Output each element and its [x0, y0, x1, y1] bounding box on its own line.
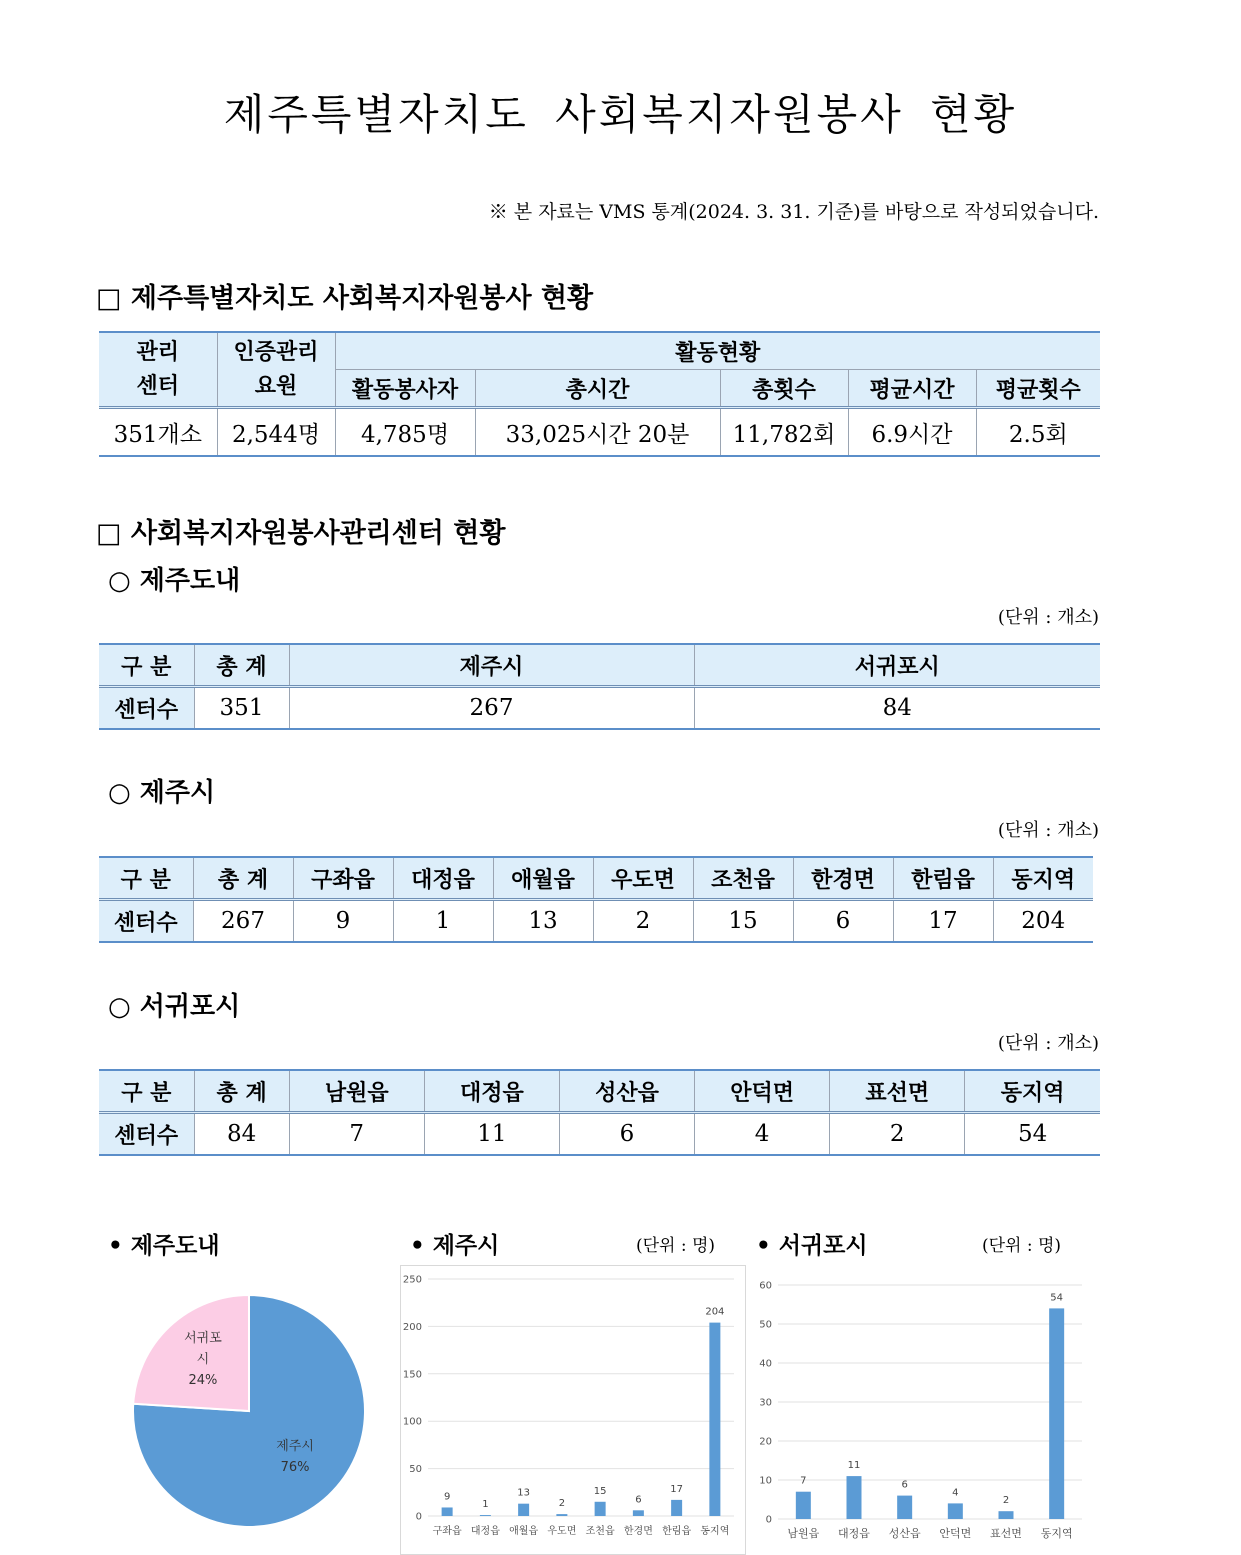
jeju-header-7: 한경면 — [793, 857, 893, 900]
row-label-centers: 센터수 — [99, 900, 193, 943]
jeju-header-3: 대정읍 — [393, 857, 493, 900]
bar-구좌읍 — [442, 1507, 453, 1516]
unit-province: (단위 : 개소) — [997, 607, 1099, 628]
status-table — [99, 331, 1100, 457]
data-label: 6 — [635, 1494, 642, 1506]
data-label: 15 — [593, 1485, 607, 1497]
y-tick-label: 200 — [402, 1321, 422, 1333]
jeju-value-1: 9 — [293, 900, 393, 943]
seogwipo-header-4: 성산읍 — [559, 1070, 694, 1113]
header-centers: 관리 센터 — [99, 332, 217, 408]
header-volunteers: 활동봉사자 — [335, 370, 475, 408]
seogwipo-header-7: 동지역 — [965, 1070, 1100, 1113]
section-heading-centers: □ 사회복지자원봉사관리센터 현황 — [96, 518, 506, 549]
jeju-value-6: 6 — [793, 900, 893, 943]
header-division: 구 분 — [99, 644, 194, 687]
data-label: 13 — [517, 1487, 530, 1499]
value-volunteers: 4,785명 — [335, 408, 475, 457]
x-tick-label: 우도면 — [547, 1526, 577, 1537]
pie-chart-label: • 제주도내 — [108, 1233, 220, 1259]
jeju-header-0: 구 분 — [99, 857, 193, 900]
jeju-chart-unit: (단위 : 명) — [636, 1236, 716, 1256]
x-tick-label: 대정읍 — [470, 1526, 500, 1537]
jeju-value-3: 13 — [493, 900, 593, 943]
data-label: 1 — [482, 1499, 489, 1511]
bar-대정읍 — [847, 1476, 862, 1519]
header-total: 총 계 — [194, 644, 289, 687]
header-total-time: 총시간 — [475, 370, 720, 408]
x-tick-label: 애월읍 — [509, 1526, 539, 1537]
y-tick-label: 50 — [759, 1319, 772, 1331]
seogwipo-value-0: 84 — [194, 1113, 289, 1156]
y-tick-label: 100 — [402, 1416, 422, 1428]
row-label-centers: 센터수 — [99, 1113, 194, 1156]
jeju-header-2: 구좌읍 — [293, 857, 393, 900]
y-tick-label: 50 — [409, 1464, 422, 1476]
y-tick-label: 10 — [759, 1475, 772, 1487]
seogwipo-value-2: 11 — [424, 1113, 559, 1156]
bar-우도면 — [556, 1514, 567, 1516]
unit-seogwipo: (단위 : 개소) — [997, 1033, 1099, 1054]
subheading-seogwipo: ○ 서귀포시 — [108, 992, 241, 1022]
jeju-value-0: 267 — [193, 900, 293, 943]
x-tick-label: 안덕면 — [939, 1527, 972, 1540]
jeju-value-8: 204 — [993, 900, 1093, 943]
data-label: 7 — [800, 1475, 807, 1487]
jeju-header-4: 애월읍 — [493, 857, 593, 900]
bar-애월읍 — [518, 1504, 529, 1516]
row-label-centers: 센터수 — [99, 687, 194, 730]
data-label: 17 — [670, 1483, 683, 1495]
y-tick-label: 150 — [402, 1369, 422, 1381]
seogwipo-header-2: 남원읍 — [289, 1070, 424, 1113]
data-label: 2 — [1002, 1495, 1010, 1507]
x-tick-label: 남원읍 — [787, 1527, 820, 1540]
header-seogwipo-si: 서귀포시 — [694, 644, 1100, 687]
header-activity: 활동현황 — [335, 332, 1100, 370]
subheading-jeju: ○ 제주시 — [108, 778, 216, 808]
data-label: 9 — [443, 1491, 451, 1503]
x-tick-label: 한림읍 — [662, 1526, 692, 1537]
jeju-bar-chart — [400, 1265, 746, 1555]
value-avg-time: 6.9시간 — [848, 408, 976, 457]
seogwipo-chart-unit: (단위 : 명) — [982, 1236, 1062, 1256]
jeju-value-2: 1 — [393, 900, 493, 943]
seogwipo-chart-label: • 서귀포시 — [756, 1233, 868, 1259]
bar-표선면 — [999, 1511, 1014, 1519]
value-staff: 2,544명 — [217, 408, 335, 457]
page-title: 제주특별자치도 사회복지자원봉사 현황 — [223, 90, 1018, 139]
jeju-header-8: 한림읍 — [893, 857, 993, 900]
header-total-count: 총횟수 — [720, 370, 848, 408]
pie-label-1: 서귀포 시 24% — [184, 1330, 222, 1388]
x-tick-label: 조천읍 — [585, 1526, 615, 1537]
seogwipo-value-1: 7 — [289, 1113, 424, 1156]
seogwipo-bar-chart — [748, 1265, 1088, 1555]
value-centers: 351개소 — [99, 408, 217, 457]
jeju-header-1: 총 계 — [193, 857, 293, 900]
subheading-province: ○ 제주도내 — [108, 566, 241, 596]
x-tick-label: 대정읍 — [838, 1527, 870, 1540]
value-total-time: 33,025시간 20분 — [475, 408, 720, 457]
value-total-count: 11,782회 — [720, 408, 848, 457]
pie-chart — [118, 1280, 380, 1542]
seogwipo-value-5: 2 — [830, 1113, 965, 1156]
x-tick-label: 구좌읍 — [432, 1526, 462, 1537]
jeju-value-5: 15 — [693, 900, 793, 943]
x-tick-label: 동지역 — [1040, 1527, 1073, 1540]
section-heading-status: □ 제주특별자치도 사회복지자원봉사 현황 — [96, 283, 594, 314]
bar-한경면 — [633, 1510, 644, 1516]
y-tick-label: 0 — [415, 1511, 422, 1523]
y-tick-label: 250 — [402, 1274, 422, 1286]
header-avg-time: 평균시간 — [848, 370, 976, 408]
data-label: 204 — [705, 1306, 725, 1318]
y-tick-label: 20 — [759, 1436, 772, 1448]
header-avg-count: 평균횟수 — [976, 370, 1100, 408]
header-jeju-si: 제주시 — [289, 644, 694, 687]
header-staff: 인증관리 요원 — [217, 332, 335, 408]
data-label: 11 — [847, 1460, 861, 1472]
seogwipo-value-6: 54 — [965, 1113, 1100, 1156]
value-total: 351 — [194, 687, 289, 730]
bar-동지역 — [709, 1323, 720, 1516]
seogwipo-value-4: 4 — [695, 1113, 830, 1156]
seogwipo-table — [99, 1069, 1100, 1156]
x-tick-label: 표선면 — [990, 1527, 1022, 1540]
y-tick-label: 40 — [759, 1358, 772, 1370]
seogwipo-value-3: 6 — [559, 1113, 694, 1156]
bar-한림읍 — [671, 1500, 682, 1516]
y-tick-label: 30 — [759, 1397, 772, 1409]
pie-slice-1 — [133, 1295, 249, 1411]
jeju-chart-label: • 제주시 — [410, 1233, 500, 1259]
unit-jeju: (단위 : 개소) — [997, 820, 1099, 841]
pie-label-0: 제주시 76% — [276, 1439, 314, 1476]
seogwipo-header-0: 구 분 — [99, 1070, 194, 1113]
y-tick-label: 0 — [765, 1514, 772, 1526]
jeju-table — [99, 856, 1093, 943]
data-label: 2 — [558, 1498, 566, 1510]
jeju-value-7: 17 — [893, 900, 993, 943]
seogwipo-header-3: 대정읍 — [424, 1070, 559, 1113]
bar-남원읍 — [796, 1492, 811, 1519]
bar-대정읍 — [480, 1515, 491, 1516]
jeju-header-6: 조천읍 — [693, 857, 793, 900]
data-label: 6 — [901, 1479, 908, 1491]
seogwipo-header-1: 총 계 — [194, 1070, 289, 1113]
source-note: ※ 본 자료는 VMS 통계(2024. 3. 31. 기준)를 바탕으로 작성되었습니다. — [488, 201, 1099, 223]
jeju-header-5: 우도면 — [593, 857, 693, 900]
x-tick-label: 한경면 — [623, 1526, 653, 1537]
value-jeju-si: 267 — [289, 687, 694, 730]
seogwipo-header-5: 안덕면 — [695, 1070, 830, 1113]
province-table — [99, 643, 1100, 730]
jeju-header-9: 동지역 — [993, 857, 1093, 900]
value-avg-count: 2.5회 — [976, 408, 1100, 457]
bar-안덕면 — [948, 1503, 963, 1519]
bar-동지역 — [1049, 1308, 1064, 1519]
x-tick-label: 동지역 — [700, 1526, 730, 1537]
y-tick-label: 60 — [759, 1280, 772, 1292]
bar-성산읍 — [897, 1496, 912, 1519]
bar-조천읍 — [595, 1502, 606, 1516]
value-seogwipo-si: 84 — [694, 687, 1100, 730]
seogwipo-header-6: 표선면 — [830, 1070, 965, 1113]
x-tick-label: 성산읍 — [888, 1527, 921, 1540]
data-label: 4 — [952, 1487, 959, 1499]
data-label: 54 — [1050, 1292, 1064, 1304]
jeju-value-4: 2 — [593, 900, 693, 943]
